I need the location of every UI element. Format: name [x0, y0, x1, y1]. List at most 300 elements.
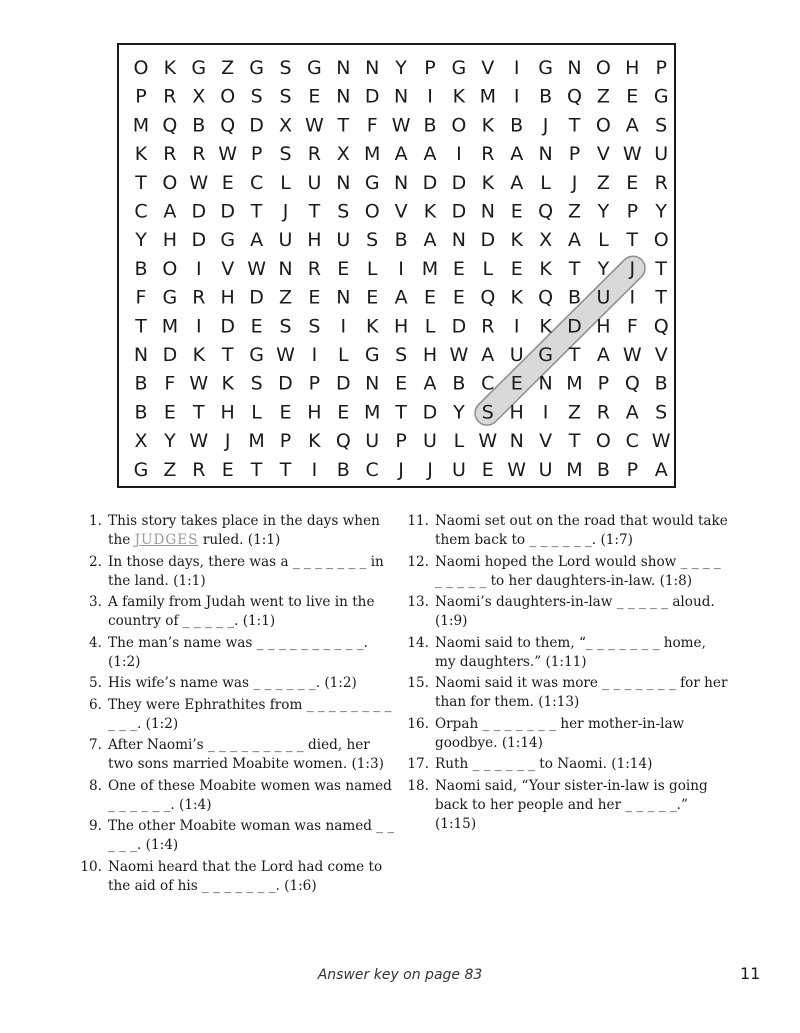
- grid-letter[interactable]: K: [221, 372, 234, 395]
- grid-letter[interactable]: U: [596, 286, 611, 309]
- grid-letter[interactable]: K: [163, 57, 177, 79]
- grid-letter[interactable]: K: [365, 315, 379, 338]
- grid-letter[interactable]: W: [189, 430, 209, 453]
- grid-letter[interactable]: T: [626, 229, 639, 252]
- grid-letter[interactable]: S: [395, 344, 408, 366]
- grid-letter[interactable]: R: [307, 257, 322, 280]
- grid-letter[interactable]: T: [655, 286, 668, 309]
- grid-letter[interactable]: H: [162, 229, 178, 252]
- grid-letter[interactable]: D: [220, 200, 236, 223]
- clue-text: Ruth _ _ _ _ _ _ to Naomi. (1:14): [435, 756, 653, 772]
- grid-letter[interactable]: Q: [538, 286, 554, 309]
- grid-letter[interactable]: G: [307, 57, 322, 79]
- grid-letter[interactable]: O: [220, 85, 236, 108]
- grid-letter[interactable]: W: [276, 344, 295, 366]
- grid-letter[interactable]: S: [655, 401, 668, 424]
- grid-letter[interactable]: R: [192, 286, 206, 309]
- grid-letter[interactable]: Z: [278, 286, 293, 309]
- grid-letter[interactable]: K: [510, 286, 523, 309]
- grid-letter[interactable]: L: [338, 344, 349, 366]
- grid-letter[interactable]: I: [311, 458, 318, 481]
- grid-letter[interactable]: V: [394, 200, 408, 223]
- grid-letter[interactable]: R: [596, 401, 611, 424]
- grid-letter[interactable]: N: [365, 57, 380, 79]
- grid-letter[interactable]: T: [192, 401, 205, 424]
- grid-letter[interactable]: G: [364, 171, 380, 194]
- grid-letter[interactable]: U: [451, 458, 466, 481]
- grid-letter[interactable]: S: [279, 315, 292, 338]
- grid-letter[interactable]: J: [427, 458, 433, 481]
- grid-letter[interactable]: N: [393, 171, 409, 194]
- grid-letter[interactable]: A: [423, 372, 437, 395]
- grid-letter[interactable]: E: [308, 286, 321, 309]
- grid-letter[interactable]: L: [540, 171, 551, 194]
- grid-letter[interactable]: R: [192, 143, 206, 166]
- grid-letter[interactable]: K: [510, 229, 523, 252]
- grid-letter[interactable]: J: [398, 458, 404, 481]
- grid-letter[interactable]: W: [507, 458, 527, 481]
- grid-letter[interactable]: E: [337, 401, 350, 424]
- grid-letter[interactable]: E: [250, 315, 263, 338]
- grid-letter[interactable]: P: [626, 200, 639, 223]
- grid-letter[interactable]: K: [192, 344, 206, 366]
- grid-letter[interactable]: U: [336, 229, 351, 252]
- grid-letter[interactable]: A: [625, 401, 639, 424]
- grid-letter[interactable]: G: [538, 57, 553, 79]
- grid-letter[interactable]: G: [451, 57, 467, 79]
- grid-letter[interactable]: A: [394, 143, 408, 166]
- grid-letter[interactable]: D: [162, 344, 178, 366]
- grid-letter[interactable]: P: [626, 458, 639, 481]
- grid-letter[interactable]: E: [626, 171, 639, 194]
- grid-letter[interactable]: I: [311, 344, 318, 366]
- grid-letter[interactable]: O: [162, 171, 178, 194]
- grid-letter[interactable]: W: [449, 344, 469, 366]
- grid-letter[interactable]: T: [568, 344, 581, 366]
- grid-letter[interactable]: D: [335, 372, 351, 395]
- grid-letter[interactable]: V: [481, 57, 495, 79]
- grid-letter[interactable]: R: [163, 85, 177, 108]
- grid-letter[interactable]: S: [279, 57, 292, 79]
- grid-letter[interactable]: I: [456, 143, 462, 166]
- grid-letter[interactable]: H: [220, 286, 235, 309]
- grid-letter[interactable]: P: [279, 430, 292, 453]
- clue-text: The other Moabite woman was named _ _ _ _ _. (1:4): [108, 818, 395, 853]
- grid-letter[interactable]: O: [595, 430, 611, 453]
- grid-letter[interactable]: H: [220, 401, 235, 424]
- grid-letter[interactable]: H: [596, 315, 611, 338]
- grid-letter[interactable]: P: [424, 57, 436, 79]
- grid-letter[interactable]: Y: [453, 401, 465, 424]
- grid-letter[interactable]: H: [393, 315, 409, 338]
- grid-letter[interactable]: A: [625, 114, 639, 137]
- grid-letter[interactable]: D: [364, 85, 380, 108]
- grid-letter[interactable]: E: [279, 401, 292, 424]
- grid-letter[interactable]: T: [395, 401, 407, 424]
- grid-letter[interactable]: Y: [655, 200, 668, 223]
- grid-letter[interactable]: E: [510, 200, 523, 223]
- grid-letter[interactable]: T: [221, 344, 234, 366]
- grid-letter[interactable]: W: [651, 430, 671, 453]
- grid-letter[interactable]: Y: [135, 229, 147, 252]
- grid-letter[interactable]: I: [513, 57, 520, 79]
- grid-letter[interactable]: K: [539, 257, 552, 280]
- grid-letter[interactable]: H: [307, 401, 322, 424]
- grid-letter[interactable]: S: [279, 143, 292, 166]
- grid-letter[interactable]: B: [336, 458, 350, 481]
- grid-letter[interactable]: A: [568, 229, 581, 252]
- grid-letter[interactable]: E: [308, 85, 321, 108]
- grid-letter[interactable]: O: [451, 114, 467, 137]
- grid-letter[interactable]: Z: [596, 171, 610, 194]
- grid-letter[interactable]: E: [510, 257, 523, 280]
- grid-letter[interactable]: U: [423, 430, 437, 453]
- grid-letter[interactable]: A: [250, 229, 264, 252]
- grid-letter[interactable]: J: [629, 257, 636, 280]
- grid-letter[interactable]: N: [278, 257, 293, 280]
- grid-letter[interactable]: Q: [480, 286, 496, 309]
- grid-letter[interactable]: W: [622, 143, 642, 166]
- grid-letter[interactable]: L: [424, 315, 436, 338]
- clue-item: [78, 674, 396, 693]
- grid-letter[interactable]: Y: [597, 257, 610, 280]
- grid-letter[interactable]: A: [596, 344, 610, 366]
- grid-letter[interactable]: R: [307, 143, 322, 166]
- grid-letter[interactable]: W: [478, 430, 498, 453]
- grid-letter[interactable]: G: [538, 344, 553, 366]
- grid-letter[interactable]: W: [305, 114, 324, 137]
- grid-letter[interactable]: B: [654, 372, 668, 395]
- grid-letter[interactable]: X: [539, 229, 553, 252]
- grid-letter[interactable]: B: [394, 229, 408, 252]
- grid-letter[interactable]: O: [595, 57, 611, 79]
- grid-letter[interactable]: K: [481, 114, 495, 137]
- grid-letter[interactable]: B: [567, 286, 582, 309]
- grid-letter[interactable]: L: [482, 257, 494, 280]
- grid-letter[interactable]: K: [539, 315, 552, 338]
- grid-letter[interactable]: B: [539, 85, 553, 108]
- grid-letter[interactable]: V: [596, 143, 610, 166]
- grid-letter[interactable]: P: [395, 430, 407, 453]
- grid-letter[interactable]: O: [162, 257, 178, 280]
- grid-letter[interactable]: K: [134, 143, 148, 166]
- grid-letter[interactable]: V: [654, 344, 668, 366]
- grid-letter[interactable]: W: [218, 143, 238, 166]
- grid-letter[interactable]: N: [133, 344, 149, 366]
- grid-letter[interactable]: S: [308, 315, 321, 338]
- grid-letter[interactable]: R: [654, 171, 668, 194]
- grid-letter[interactable]: J: [224, 430, 231, 453]
- grid-letter[interactable]: I: [340, 315, 347, 338]
- grid-letter[interactable]: M: [363, 143, 381, 166]
- grid-letter[interactable]: D: [480, 229, 496, 252]
- grid-letter[interactable]: N: [336, 85, 351, 108]
- grid-letter[interactable]: Q: [653, 315, 669, 338]
- grid-letter[interactable]: D: [278, 372, 293, 395]
- grid-letter[interactable]: T: [568, 430, 581, 453]
- grid-letter[interactable]: F: [626, 315, 638, 338]
- grid-letter[interactable]: N: [509, 430, 524, 453]
- grid-letter[interactable]: K: [481, 171, 495, 194]
- grid-letter[interactable]: K: [452, 85, 466, 108]
- grid-letter[interactable]: U: [538, 458, 553, 481]
- grid-letter[interactable]: E: [452, 286, 465, 309]
- grid-letter[interactable]: B: [134, 401, 148, 424]
- grid-letter[interactable]: K: [423, 200, 437, 223]
- grid-letter[interactable]: X: [192, 85, 206, 108]
- grid-letter[interactable]: A: [423, 229, 437, 252]
- grid-letter[interactable]: E: [395, 372, 408, 395]
- grid-letter[interactable]: E: [366, 286, 379, 309]
- grid-letter[interactable]: D: [451, 315, 467, 338]
- grid-letter[interactable]: B: [134, 372, 148, 395]
- grid-letter[interactable]: T: [655, 257, 668, 280]
- grid-letter[interactable]: Y: [597, 200, 610, 223]
- grid-letter[interactable]: N: [365, 372, 380, 395]
- grid-letter[interactable]: P: [308, 372, 321, 395]
- grid-letter[interactable]: I: [398, 257, 404, 280]
- grid-letter[interactable]: F: [135, 286, 147, 309]
- grid-letter[interactable]: B: [452, 372, 466, 395]
- grid-letter[interactable]: F: [164, 372, 176, 395]
- grid-letter[interactable]: D: [249, 286, 264, 309]
- grid-letter[interactable]: A: [163, 200, 177, 223]
- grid-letter[interactable]: I: [513, 85, 520, 108]
- grid-letter[interactable]: C: [249, 171, 264, 194]
- grid-letter[interactable]: R: [481, 143, 495, 166]
- grid-letter[interactable]: S: [655, 114, 668, 137]
- grid-letter[interactable]: U: [307, 171, 322, 194]
- grid-letter[interactable]: M: [161, 315, 179, 338]
- grid-letter[interactable]: I: [427, 85, 433, 108]
- clue-number: 10.: [80, 858, 102, 875]
- grid-letter[interactable]: E: [221, 171, 234, 194]
- grid-letter[interactable]: Z: [596, 85, 610, 108]
- grid-letter[interactable]: Q: [567, 85, 582, 108]
- grid-letter[interactable]: Q: [538, 200, 554, 223]
- grid-letter[interactable]: E: [163, 401, 176, 424]
- grid-letter[interactable]: Y: [395, 57, 407, 79]
- grid-letter[interactable]: T: [568, 114, 581, 137]
- grid-letter[interactable]: D: [422, 401, 438, 424]
- grid-letter[interactable]: E: [510, 372, 523, 395]
- grid-letter[interactable]: N: [393, 85, 409, 108]
- grid-letter[interactable]: T: [308, 200, 321, 223]
- grid-letter[interactable]: U: [278, 229, 293, 252]
- grid-letter[interactable]: D: [422, 171, 438, 194]
- grid-letter[interactable]: O: [133, 57, 149, 79]
- grid-letter[interactable]: M: [421, 257, 439, 280]
- grid-letter[interactable]: A: [481, 344, 495, 366]
- grid-letter[interactable]: I: [195, 315, 202, 338]
- grid-letter[interactable]: E: [423, 286, 437, 309]
- clue-item: [405, 755, 730, 774]
- grid-letter[interactable]: O: [595, 114, 611, 137]
- grid-letter[interactable]: W: [391, 114, 411, 137]
- grid-letter[interactable]: L: [453, 430, 465, 453]
- grid-letter[interactable]: N: [451, 229, 467, 252]
- grid-letter[interactable]: O: [364, 200, 380, 223]
- grid-letter[interactable]: A: [654, 458, 668, 481]
- letter-grid: [119, 45, 674, 486]
- grid-letter[interactable]: C: [481, 372, 495, 395]
- grid-letter[interactable]: S: [250, 85, 263, 108]
- grid-letter[interactable]: H: [509, 401, 524, 424]
- clue-item: [78, 736, 396, 774]
- grid-letter[interactable]: H: [625, 57, 640, 79]
- grid-letter[interactable]: Z: [567, 401, 582, 424]
- grid-letter[interactable]: L: [598, 229, 609, 252]
- grid-letter[interactable]: D: [451, 171, 467, 194]
- grid-letter[interactable]: U: [365, 430, 380, 453]
- grid-letter[interactable]: N: [567, 57, 582, 79]
- grid-letter[interactable]: U: [654, 143, 669, 166]
- grid-letter[interactable]: D: [191, 200, 207, 223]
- grid-letter[interactable]: S: [250, 372, 263, 395]
- grid-letter[interactable]: T: [135, 171, 147, 194]
- grid-letter[interactable]: X: [336, 143, 350, 166]
- grid-letter[interactable]: M: [479, 85, 497, 108]
- grid-letter[interactable]: K: [308, 430, 321, 453]
- grid-letter[interactable]: B: [134, 257, 148, 280]
- clue-item: [405, 777, 730, 834]
- grid-letter[interactable]: A: [394, 286, 408, 309]
- grid-letter[interactable]: Y: [164, 430, 176, 453]
- grid-letter[interactable]: Z: [567, 200, 582, 223]
- grid-letter[interactable]: R: [163, 143, 177, 166]
- grid-letter[interactable]: G: [162, 286, 178, 309]
- clue-number: 11.: [407, 513, 429, 529]
- grid-letter[interactable]: R: [481, 315, 495, 338]
- grid-letter[interactable]: W: [189, 171, 209, 194]
- grid-letter[interactable]: Q: [162, 114, 178, 137]
- grid-letter[interactable]: G: [653, 85, 669, 108]
- grid-letter[interactable]: T: [337, 114, 350, 137]
- grid-letter[interactable]: L: [366, 257, 378, 280]
- grid-letter[interactable]: Q: [335, 430, 351, 453]
- grid-letter[interactable]: N: [336, 286, 351, 309]
- grid-letter[interactable]: A: [423, 143, 437, 166]
- grid-letter[interactable]: W: [189, 372, 209, 395]
- grid-letter[interactable]: Q: [220, 114, 236, 137]
- grid-letter[interactable]: G: [249, 344, 264, 366]
- grid-letter[interactable]: C: [625, 430, 639, 453]
- grid-letter[interactable]: S: [366, 229, 379, 252]
- grid-letter[interactable]: P: [597, 372, 610, 395]
- grid-letter[interactable]: I: [513, 315, 520, 338]
- clue-item: [405, 512, 730, 550]
- grid-letter[interactable]: M: [566, 372, 583, 395]
- grid-letter[interactable]: I: [195, 257, 202, 280]
- grid-letter[interactable]: G: [249, 57, 264, 79]
- grid-letter[interactable]: G: [220, 229, 236, 252]
- grid-letter[interactable]: X: [278, 114, 293, 137]
- clue-item: [78, 858, 396, 896]
- grid-letter[interactable]: G: [133, 458, 149, 481]
- grid-letter[interactable]: B: [192, 114, 206, 137]
- grid-letter[interactable]: I: [629, 286, 636, 309]
- grid-letter[interactable]: B: [510, 114, 524, 137]
- grid-letter[interactable]: Z: [163, 458, 177, 481]
- grid-letter[interactable]: N: [538, 372, 553, 395]
- grid-letter[interactable]: D: [567, 315, 582, 338]
- grid-letter[interactable]: L: [280, 171, 291, 194]
- grid-letter[interactable]: C: [134, 200, 148, 223]
- grid-letter[interactable]: D: [451, 200, 467, 223]
- grid-letter[interactable]: A: [510, 171, 524, 194]
- grid-letter[interactable]: Z: [221, 57, 235, 79]
- grid-letter[interactable]: A: [510, 143, 524, 166]
- grid-letter[interactable]: M: [566, 458, 583, 481]
- grid-letter[interactable]: I: [542, 401, 549, 424]
- grid-letter[interactable]: W: [247, 257, 266, 280]
- grid-letter[interactable]: P: [250, 143, 263, 166]
- grid-letter[interactable]: F: [366, 114, 378, 137]
- grid-letter[interactable]: M: [132, 114, 150, 137]
- grid-letter[interactable]: S: [337, 200, 350, 223]
- grid-letter[interactable]: D: [220, 315, 236, 338]
- grid-letter[interactable]: P: [655, 57, 667, 79]
- grid-letter[interactable]: T: [568, 257, 581, 280]
- grid-letter[interactable]: G: [364, 344, 380, 366]
- grid-letter[interactable]: J: [571, 171, 578, 194]
- grid-letter[interactable]: O: [653, 229, 669, 252]
- grid-letter[interactable]: E: [337, 257, 350, 280]
- grid-letter[interactable]: T: [135, 315, 147, 338]
- grid-letter[interactable]: P: [135, 85, 147, 108]
- grid-letter[interactable]: X: [134, 430, 148, 453]
- clue-text: Orpah _ _ _ _ _ _ _ her mother-in-law goodbye. (1:14): [435, 715, 685, 751]
- grid-letter[interactable]: U: [509, 344, 524, 366]
- grid-letter[interactable]: E: [481, 458, 494, 481]
- grid-letter[interactable]: T: [250, 200, 263, 223]
- grid-letter[interactable]: H: [422, 344, 438, 366]
- grid-letter[interactable]: E: [221, 458, 234, 481]
- grid-letter[interactable]: H: [307, 229, 322, 252]
- grid-letter[interactable]: B: [596, 458, 610, 481]
- grid-letter[interactable]: W: [622, 344, 642, 366]
- grid-letter[interactable]: L: [251, 401, 262, 424]
- grid-letter[interactable]: N: [480, 200, 495, 223]
- grid-letter[interactable]: G: [191, 57, 207, 79]
- grid-letter[interactable]: V: [539, 430, 553, 453]
- grid-letter[interactable]: N: [538, 143, 553, 166]
- grid-letter[interactable]: J: [542, 114, 549, 137]
- grid-letter[interactable]: J: [282, 200, 289, 223]
- grid-letter[interactable]: E: [452, 257, 465, 280]
- grid-letter[interactable]: C: [365, 458, 379, 481]
- grid-letter[interactable]: P: [568, 143, 581, 166]
- grid-letter[interactable]: N: [336, 57, 351, 79]
- clue-number: 12.: [407, 553, 429, 570]
- grid-letter[interactable]: T: [279, 458, 292, 481]
- grid-letter[interactable]: E: [626, 85, 639, 108]
- grid-letter[interactable]: T: [250, 458, 263, 481]
- grid-letter[interactable]: S: [279, 85, 292, 108]
- clue-number: 6.: [89, 696, 102, 713]
- grid-letter[interactable]: Q: [624, 372, 640, 395]
- grid-letter[interactable]: V: [221, 257, 235, 280]
- grid-letter[interactable]: R: [192, 458, 206, 481]
- grid-letter[interactable]: B: [423, 114, 437, 137]
- grid-letter[interactable]: D: [191, 229, 207, 252]
- grid-letter[interactable]: M: [363, 401, 381, 424]
- clue-text: The man’s name was _ _ _ _ _ _ _ _ _ _. (1:2): [108, 634, 368, 670]
- grid-letter[interactable]: N: [336, 171, 351, 194]
- grid-letter[interactable]: D: [249, 114, 264, 137]
- grid-letter[interactable]: S: [481, 401, 494, 424]
- grid-letter[interactable]: M: [248, 430, 265, 453]
